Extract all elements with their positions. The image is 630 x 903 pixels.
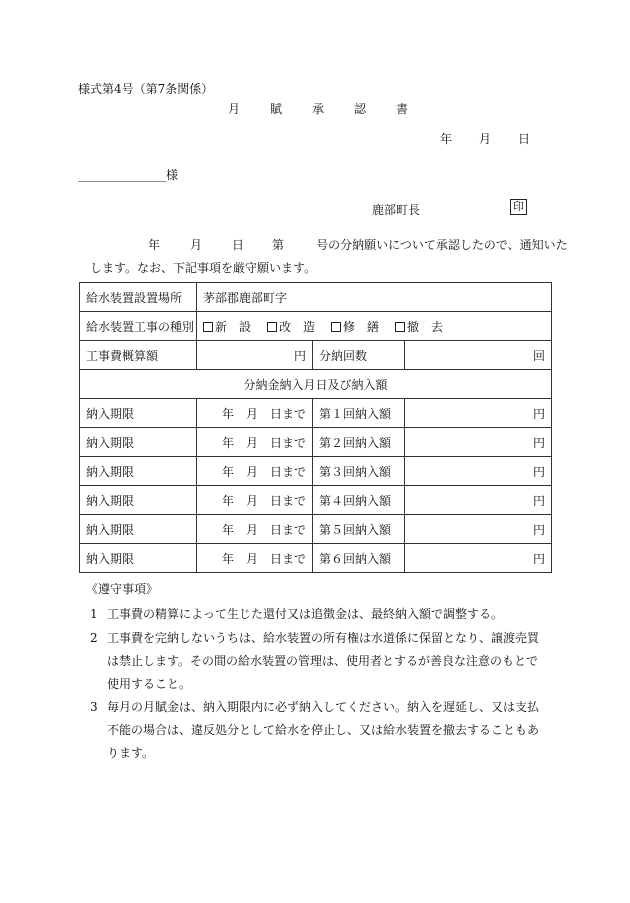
amount-value[interactable]: 円 bbox=[405, 544, 552, 573]
amount-value[interactable]: 円 bbox=[405, 486, 552, 515]
title-char: 賦 bbox=[269, 102, 282, 116]
work-type-remodel-checkbox[interactable]: 改 造 bbox=[267, 318, 315, 335]
note-number: 3 bbox=[90, 700, 98, 714]
amount-label: 第２回納入額 bbox=[313, 428, 405, 457]
intro-year: 年 bbox=[148, 238, 161, 252]
title-char: 承 bbox=[311, 102, 324, 116]
issue-date bbox=[440, 130, 530, 147]
amount-label: 第６回納入額 bbox=[313, 544, 405, 573]
checkbox-icon bbox=[331, 322, 341, 332]
deadline-label: 納入期限 bbox=[80, 428, 197, 457]
work-type-removal-checkbox[interactable]: 撤 去 bbox=[395, 318, 443, 335]
deadline-date[interactable]: 年 月 日まで bbox=[197, 544, 313, 573]
checkbox-icon bbox=[395, 322, 405, 332]
installments-label: 分納回数 bbox=[313, 341, 405, 370]
location-value[interactable]: 茅部郡鹿部町字 bbox=[197, 283, 552, 312]
cost-label: 工事費概算額 bbox=[80, 341, 197, 370]
deadline-date[interactable]: 年 月 日まで bbox=[197, 428, 313, 457]
title-char: 書 bbox=[395, 102, 408, 116]
deadline-label: 納入期限 bbox=[80, 399, 197, 428]
amount-value[interactable]: 円 bbox=[405, 428, 552, 457]
deadline-label: 納入期限 bbox=[80, 544, 197, 573]
amount-label: 第１回納入額 bbox=[313, 399, 405, 428]
note-number: 2 bbox=[90, 631, 98, 645]
deadline-label: 納入期限 bbox=[80, 457, 197, 486]
intro-month: 月 bbox=[190, 238, 203, 252]
amount-label: 第３回納入額 bbox=[313, 457, 405, 486]
deadline-date[interactable]: 年 月 日まで bbox=[197, 515, 313, 544]
intro-number-prefix: 第 bbox=[272, 238, 285, 252]
title-char: 認 bbox=[353, 102, 366, 116]
installment-table bbox=[79, 282, 552, 573]
note-text: 工事費を完納しないうちは、給水装置の所有権は水道係に保留となり、譲渡売買は禁止します。その間の給水装置の管理は、使用者とするが善良な注意のもとで使用すること。 bbox=[107, 631, 540, 691]
work-type-options bbox=[197, 312, 552, 341]
cost-value[interactable]: 円 bbox=[197, 341, 313, 370]
schedule-header: 分納金納入月日及び納入額 bbox=[80, 370, 552, 399]
intro-day: 日 bbox=[232, 238, 245, 252]
deadline-label: 納入期限 bbox=[80, 486, 197, 515]
seal-mark: 印 bbox=[510, 199, 527, 215]
issuer-title: 鹿部町長 bbox=[372, 203, 421, 217]
amount-label: 第４回納入額 bbox=[313, 486, 405, 515]
deadline-label: 納入期限 bbox=[80, 515, 197, 544]
note-text: 毎月の月賦金は、納入期限内に必ず納入してください。納入を遅延し、又は支払不能の場合は、違反処分として給水を停止し、又は給水装置を撤去することもあります。 bbox=[107, 700, 540, 760]
notes-title: 《遵守事項》 bbox=[86, 582, 159, 596]
note-number: 1 bbox=[90, 607, 98, 621]
addressee bbox=[78, 166, 178, 183]
intro-line-1 bbox=[148, 236, 568, 253]
work-type-new-checkbox[interactable]: 新 設 bbox=[203, 318, 251, 335]
day-label: 日 bbox=[517, 132, 530, 146]
note-text: 工事費の精算によって生じた還付又は追徴金は、最終納入額で調整する。 bbox=[107, 607, 504, 621]
month-label: 月 bbox=[478, 132, 491, 146]
year-label: 年 bbox=[440, 132, 453, 146]
amount-label: 第５回納入額 bbox=[313, 515, 405, 544]
amount-value[interactable]: 円 bbox=[405, 399, 552, 428]
intro-line-2: します。なお、下記事項を厳守願います。 bbox=[90, 261, 317, 275]
addressee-blank-line: ________________ bbox=[78, 168, 166, 182]
amount-value[interactable]: 円 bbox=[405, 457, 552, 486]
deadline-date[interactable]: 年 月 日まで bbox=[197, 457, 313, 486]
form-number: 様式第4号（第7条関係） bbox=[78, 82, 214, 96]
work-type-repair-checkbox[interactable]: 修 繕 bbox=[331, 318, 379, 335]
note-item bbox=[90, 627, 550, 696]
deadline-date[interactable]: 年 月 日まで bbox=[197, 399, 313, 428]
installments-value[interactable]: 回 bbox=[405, 341, 552, 370]
document-title bbox=[228, 100, 408, 117]
location-label: 給水装置設置場所 bbox=[80, 283, 197, 312]
addressee-suffix: 様 bbox=[166, 168, 179, 182]
amount-value[interactable]: 円 bbox=[405, 515, 552, 544]
note-item bbox=[90, 696, 550, 765]
deadline-date[interactable]: 年 月 日まで bbox=[197, 486, 313, 515]
title-char: 月 bbox=[228, 102, 241, 116]
checkbox-icon bbox=[203, 322, 213, 332]
work-type-label: 給水装置工事の種別 bbox=[80, 312, 197, 341]
intro-text: 号の分納願いについて承認したので、通知いた bbox=[316, 238, 568, 252]
checkbox-icon bbox=[267, 322, 277, 332]
note-item bbox=[90, 603, 550, 626]
